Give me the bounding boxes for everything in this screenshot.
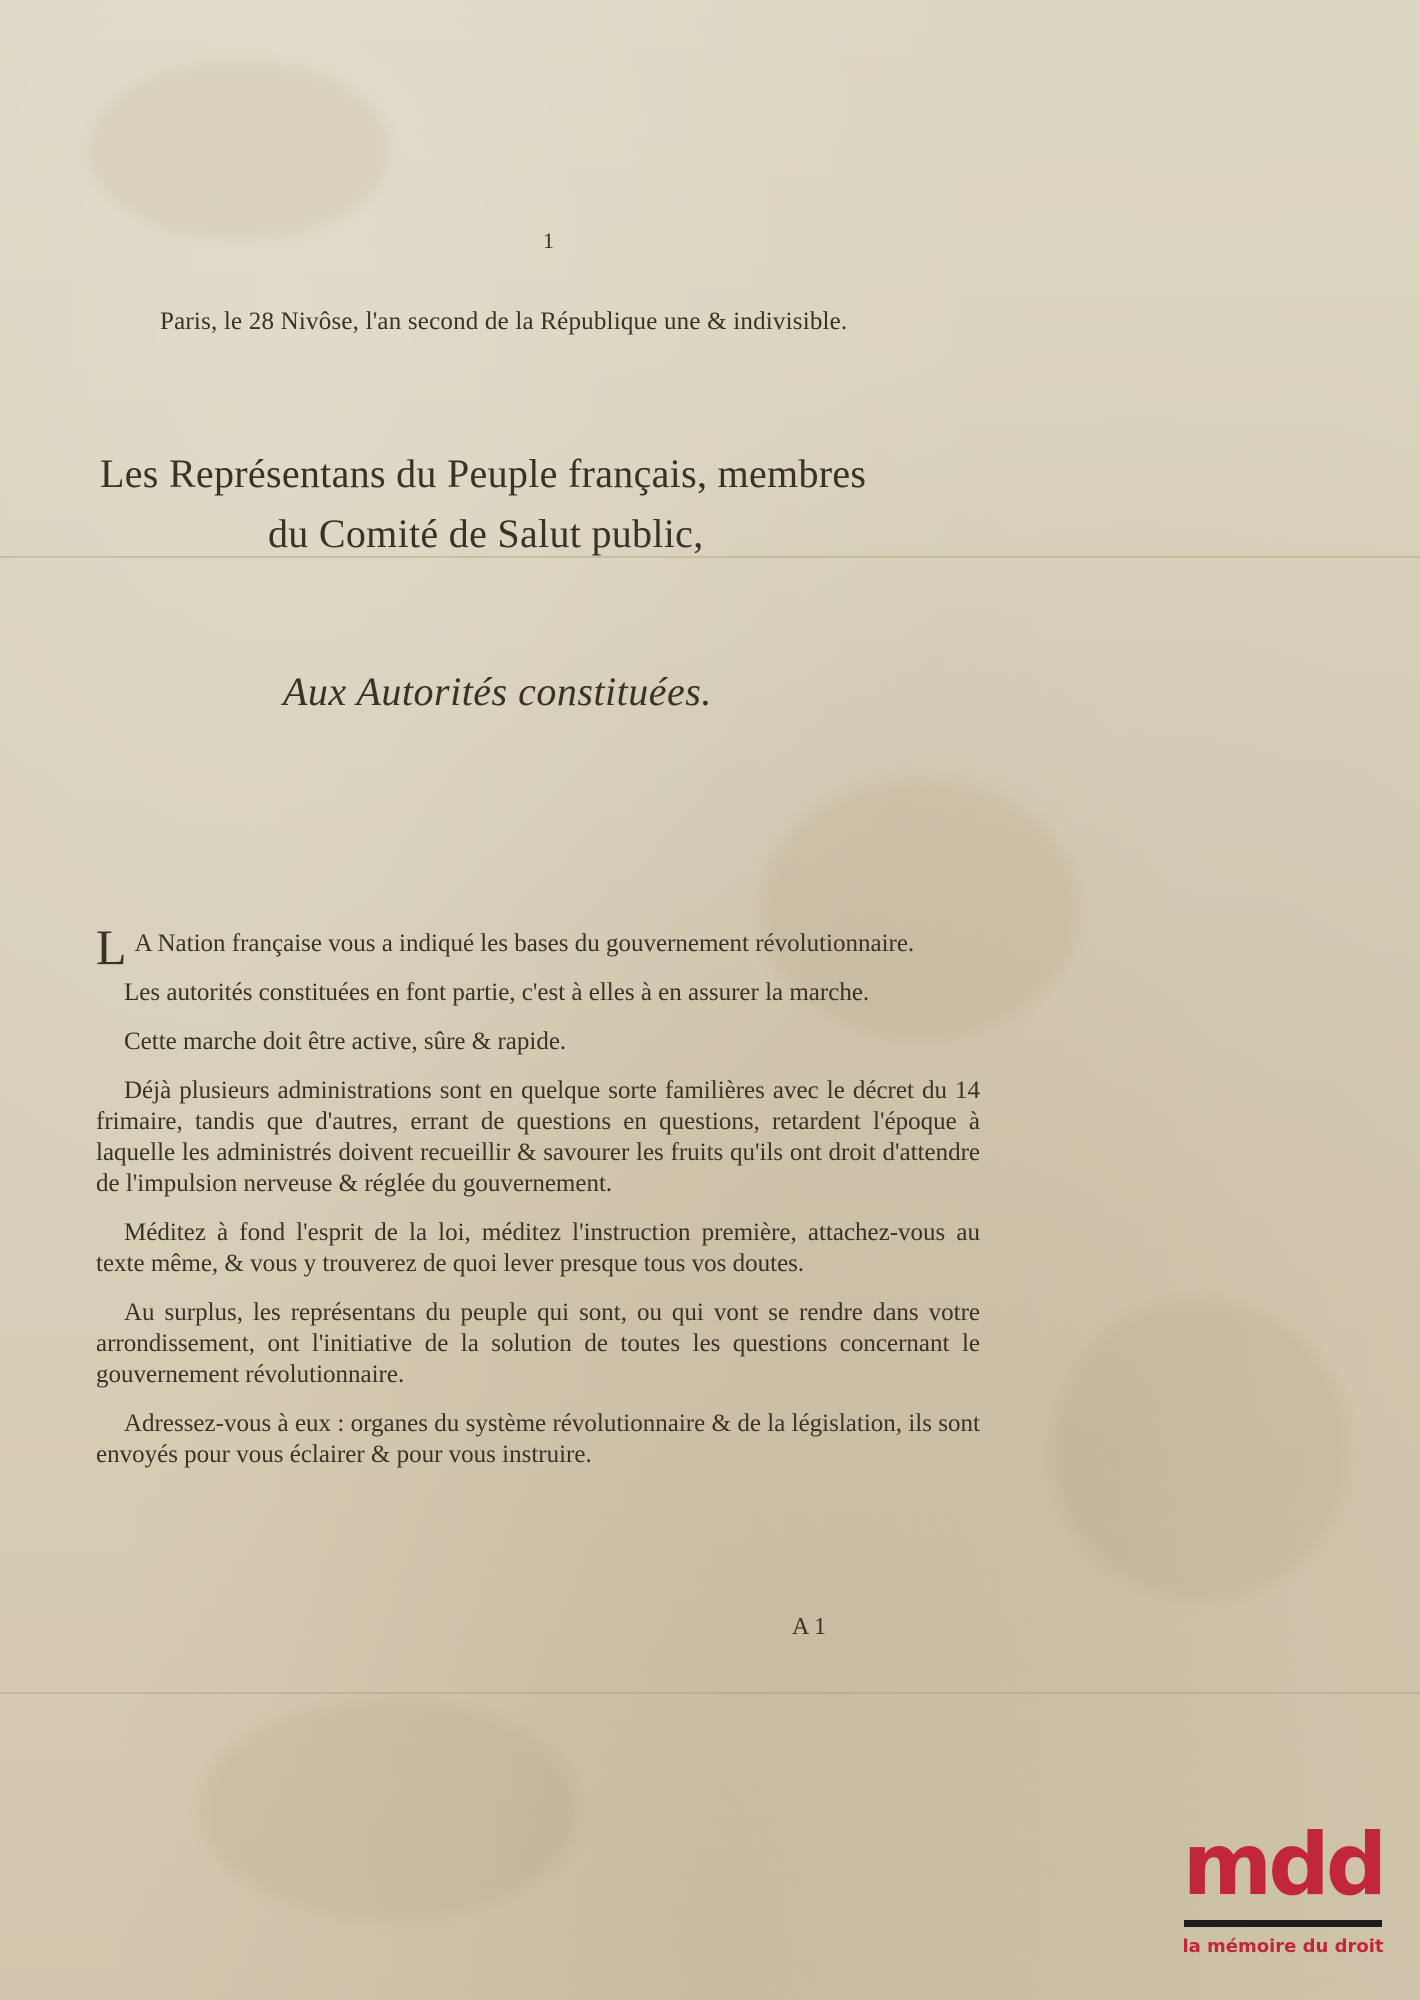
paragraph: Au surplus, les représentans du peuple qui sont, ou qui vont se rendre dans votre arrondissement, ont l'initiative de la solution de toutes les questions concernant le gouvernement révolutionnaire.: [96, 1299, 980, 1388]
body-text: [96, 919, 980, 1488]
heading-line-1: Les Représentans du Peuple français, membres: [100, 451, 867, 496]
paragraph-text: A Nation française vous a indiqué les bases du gouvernement révolutionnaire.: [134, 930, 915, 957]
fold-line: [0, 1692, 1420, 1694]
paragraph: [96, 919, 980, 975]
paragraph: Les autorités constituées en font partie, c'est à elles à en assurer la marche.: [124, 979, 870, 1006]
paper-stain: [90, 60, 390, 240]
paper-stain: [1050, 1300, 1350, 1600]
paragraph: Déjà plusieurs administrations sont en quelque sorte familières avec le décret du 14 frimaire, tandis que d'autres, errant de questions en questions, retardent l'époque à laquelle les administrés doivent recueillir & savourer les fruits qu'ils ont droit d'attendre de l'impulsion nerveuse & réglée du gouvernement.: [96, 1077, 980, 1197]
paragraph: Cette marche doit être active, sûre & rapide.: [124, 1028, 567, 1055]
mdd-logo: [1178, 1815, 1388, 1990]
drop-cap: L: [96, 919, 127, 975]
paragraph: Adressez-vous à eux : organes du système révolutionnaire & de la législation, ils sont envoyés pour vous éclairer & pour vous instruire.: [96, 1410, 980, 1468]
dateline: Paris, le 28 Nivôse, l'an second de la République une & indivisible.: [160, 308, 848, 335]
page-mark: 1: [543, 228, 554, 253]
paper-stain: [200, 1700, 580, 1920]
paragraph: Méditez à fond l'esprit de la loi, méditez l'instruction première, attachez-vous au texte même, & vous y trouverez de quoi lever presque tous vos doutes.: [96, 1219, 980, 1277]
heading-line-2: du Comité de Salut public,: [268, 511, 704, 556]
heading: [100, 444, 1000, 564]
signature-mark: A 1: [792, 1614, 827, 1640]
address-line: Aux Autorités constituées.: [283, 669, 712, 714]
logo-wordmark: mdd: [1182, 1815, 1384, 1915]
logo-tagline: la mémoire du droit: [1182, 1936, 1384, 1957]
logo-bar: [1184, 1920, 1382, 1927]
